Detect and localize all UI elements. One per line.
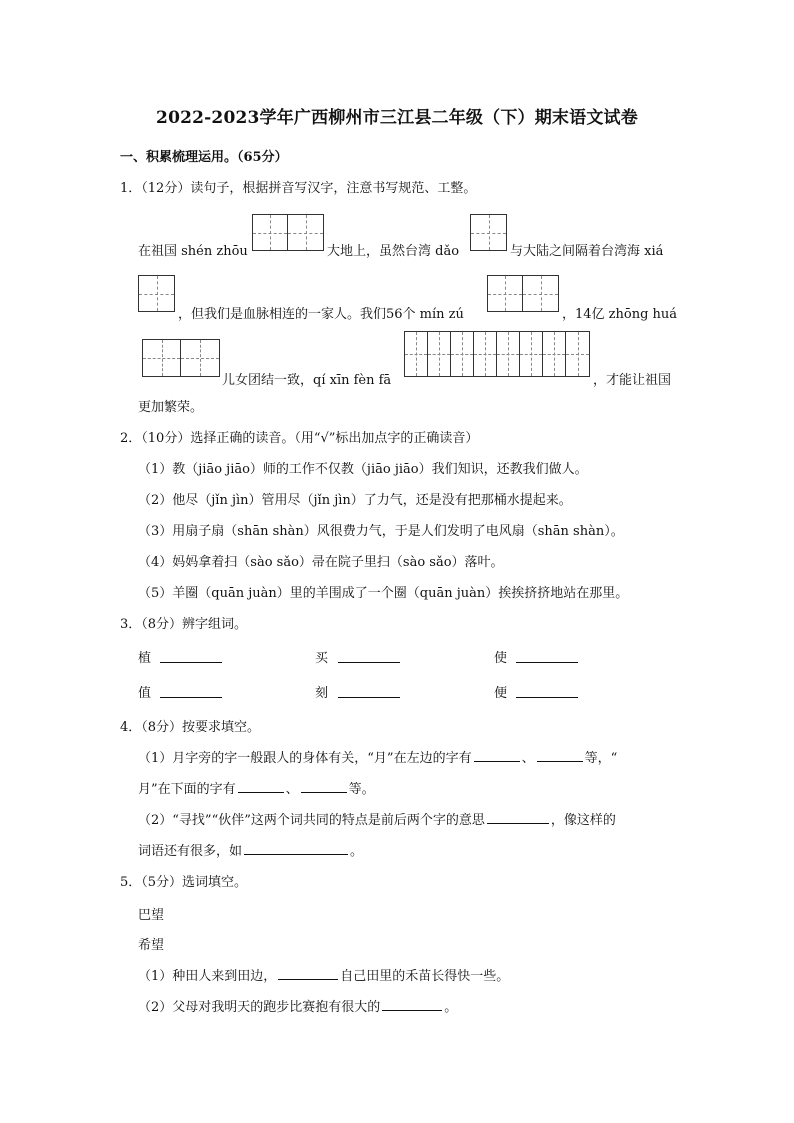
char-label: 便 bbox=[494, 686, 508, 701]
q2-item: （4）妈妈拿着扫（sào sǎo）帚在院子里扫（sào sǎo）落叶。 bbox=[138, 555, 504, 570]
answer-blank[interactable] bbox=[244, 841, 348, 855]
answer-blank[interactable] bbox=[516, 661, 578, 663]
q4-text: 词语还有很多，如 。 bbox=[138, 840, 363, 859]
q1-text: 与大陆之间隔着台湾海 xiá bbox=[510, 244, 664, 259]
answer-blank[interactable] bbox=[160, 696, 222, 698]
writing-grid[interactable] bbox=[142, 339, 220, 377]
char-label: 刻 bbox=[315, 686, 329, 701]
page-title: 2022-2023学年广西柳州市三江县二年级（下）期末语文试卷 bbox=[156, 108, 638, 128]
q1-text: ，14亿 zhōng huá bbox=[562, 307, 678, 322]
q1-text: 儿女团结一致，qí xīn fèn fā bbox=[222, 373, 392, 388]
q4-text: （1）月字旁的字一般跟人的身体有关，“月”在左边的字有 、 等，“ bbox=[138, 747, 617, 766]
answer-blank[interactable] bbox=[338, 696, 400, 698]
q2-item: （5）羊圈（quān juàn）里的羊围成了一个圈（quān juàn）挨挨挤挤地站在那里。 bbox=[138, 586, 629, 601]
section-heading: 一、积累梳理运用。（65分） bbox=[120, 150, 288, 165]
writing-grid[interactable] bbox=[470, 214, 507, 251]
q1-text: ，但我们是血脉相连的一家人。我们56个 mín zú bbox=[178, 307, 464, 322]
q1-text: 大地上，虽然台湾 dǎo bbox=[327, 244, 460, 259]
q4-stem: 4．（8分）按要求填空。 bbox=[120, 720, 261, 735]
q1-text: ，才能让祖国 bbox=[593, 373, 672, 388]
q5-stem: 5．（5分）选词填空。 bbox=[120, 875, 248, 890]
q2-stem: 2．（10分）选择正确的读音。（用“√”标出加点字的正确读音） bbox=[120, 431, 479, 446]
q5-sentence: （1）种田人来到田边， 自己田里的禾苗长得快一些。 bbox=[138, 965, 509, 984]
q2-item: （2）他尽（jǐn jìn）管用尽（jǐn jìn）了力气，还是没有把那桶水提起来。 bbox=[138, 493, 572, 508]
q2-item: （1）教（jiāo jiāo）师的工作不仅教（jiāo jiāo）我们知识，还教我们做人。 bbox=[138, 462, 588, 477]
writing-grid[interactable] bbox=[138, 275, 175, 312]
writing-grid[interactable] bbox=[487, 275, 559, 312]
writing-grid[interactable] bbox=[252, 214, 324, 251]
word-option: 希望 bbox=[138, 938, 165, 953]
word-option: 巴望 bbox=[138, 908, 165, 923]
q5-sentence: （2）父母对我明天的跑步比赛抱有很大的 。 bbox=[138, 996, 457, 1015]
q1-stem: 1．（12分）读句子，根据拼音写汉字，注意书写规范、工整。 bbox=[120, 181, 477, 196]
q3-stem: 3．（8分）辨字组词。 bbox=[120, 617, 248, 632]
answer-blank[interactable] bbox=[278, 966, 338, 980]
answer-blank[interactable] bbox=[382, 997, 442, 1011]
q4-text: 月”在下面的字有 、 等。 bbox=[138, 778, 375, 797]
q1-text: 更加繁荣。 bbox=[138, 400, 204, 415]
char-label: 植 bbox=[138, 651, 152, 666]
answer-blank[interactable] bbox=[537, 748, 583, 762]
answer-blank[interactable] bbox=[338, 661, 400, 663]
answer-blank[interactable] bbox=[238, 779, 284, 793]
answer-blank[interactable] bbox=[487, 810, 549, 824]
q4-text: （2）“寻找”“伙伴”这两个词共同的特点是前后两个字的意思 ，像这样的 bbox=[138, 809, 616, 828]
answer-blank[interactable] bbox=[474, 748, 520, 762]
answer-blank[interactable] bbox=[516, 696, 578, 698]
answer-blank[interactable] bbox=[301, 779, 347, 793]
char-label: 买 bbox=[315, 651, 329, 666]
q1-text: 在祖国 shén zhōu bbox=[138, 244, 248, 259]
char-label: 值 bbox=[138, 686, 152, 701]
answer-blank[interactable] bbox=[160, 661, 222, 663]
writing-grid[interactable] bbox=[404, 331, 590, 377]
q2-item: （3）用扇子扇（shān shàn）风很费力气，于是人们发明了电风扇（shān shàn）。 bbox=[138, 524, 624, 539]
char-label: 使 bbox=[494, 651, 508, 666]
